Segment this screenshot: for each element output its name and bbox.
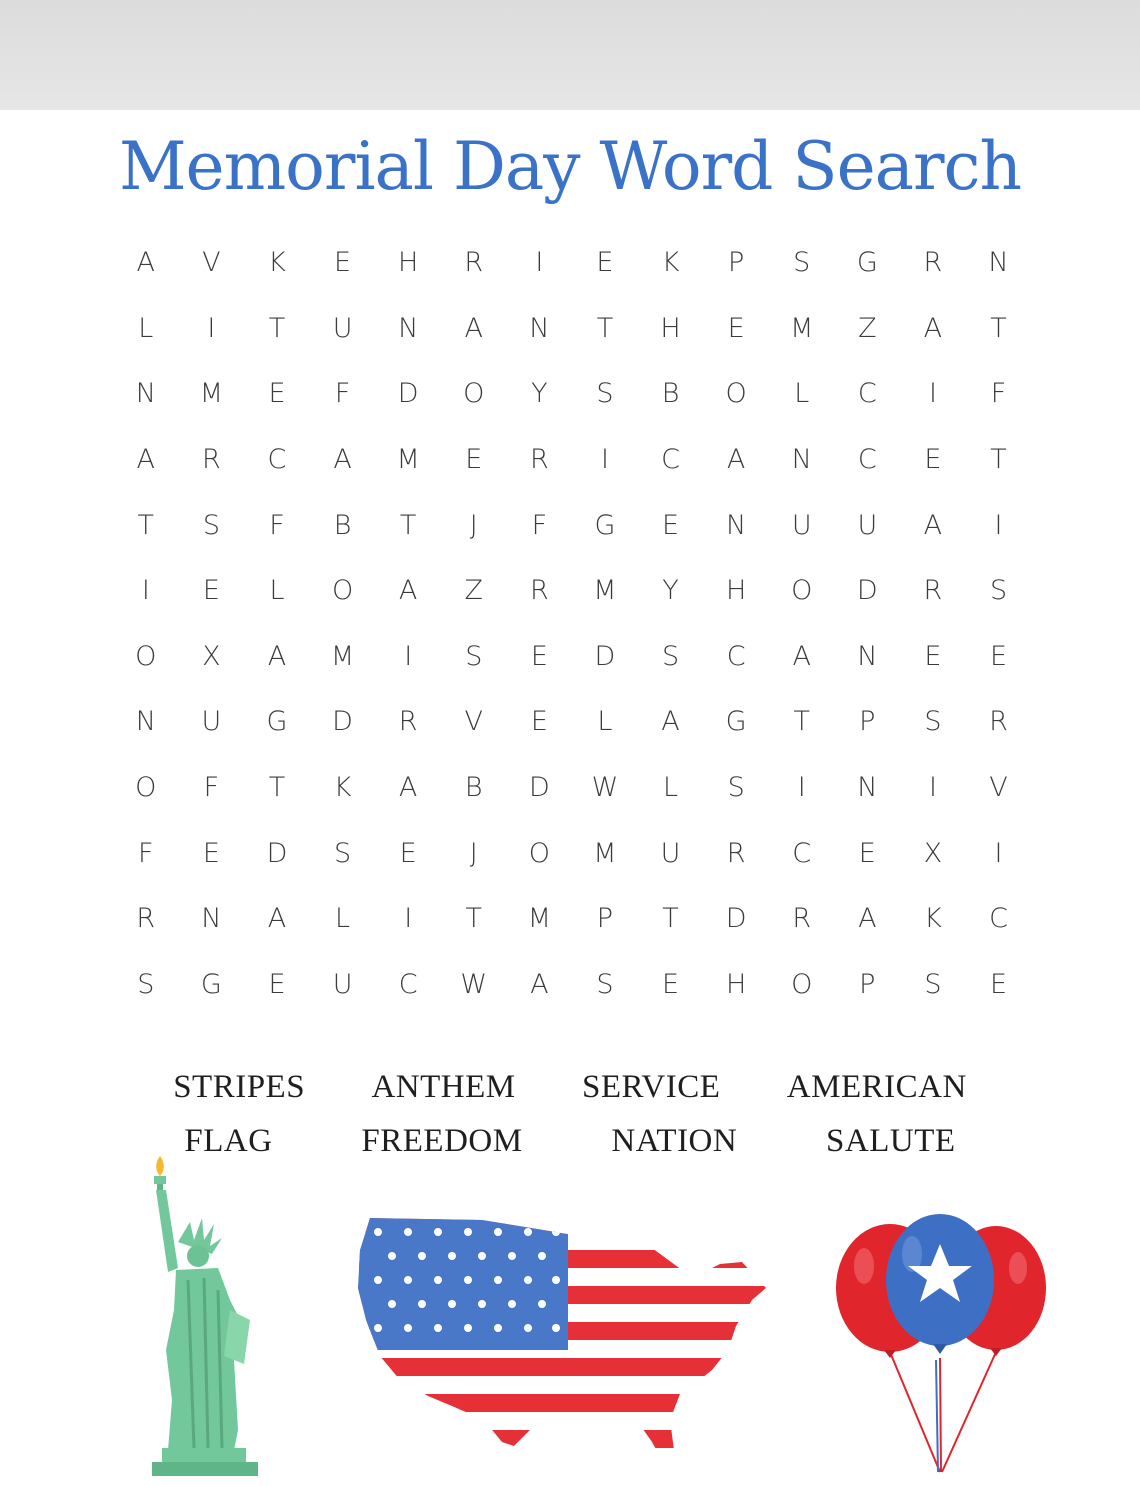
grid-letter: A xyxy=(136,444,156,476)
grid-letter: I xyxy=(928,772,937,804)
grid-letter: A xyxy=(464,312,483,344)
grid-letter: T xyxy=(268,312,286,344)
grid-letter: L xyxy=(269,575,285,607)
grid-letter: E xyxy=(465,444,483,476)
grid-letter: T xyxy=(268,772,286,804)
word-item: AMERICAN xyxy=(786,1068,967,1105)
grid-letter: S xyxy=(202,509,220,541)
grid-letter: I xyxy=(928,378,937,410)
grid-letter: R xyxy=(792,903,812,935)
grid-letter: A xyxy=(333,444,352,476)
grid-letter: F xyxy=(531,509,548,541)
grid-letter: S xyxy=(596,378,614,410)
grid-letter: T xyxy=(465,903,483,935)
grid-letter: E xyxy=(399,837,417,869)
grid-letter: R xyxy=(398,706,418,738)
grid-letter: X xyxy=(202,640,221,672)
grid-letter: N xyxy=(398,312,419,344)
grid-letter: J xyxy=(469,837,478,869)
grid-letter: C xyxy=(267,444,287,476)
grid-letter: P xyxy=(859,706,876,738)
grid-letter: A xyxy=(530,968,549,1000)
grid-letter: L xyxy=(794,378,810,410)
grid-letter: E xyxy=(989,968,1008,1000)
grid-letter: O xyxy=(135,640,157,672)
grid-letter: M xyxy=(593,575,617,607)
grid-letter: N xyxy=(201,903,222,935)
word-item: ANTHEM xyxy=(371,1068,516,1105)
grid-letter: T xyxy=(662,903,679,935)
grid-letter: R xyxy=(726,837,746,869)
grid-letter: A xyxy=(267,640,287,672)
grid-letter: A xyxy=(858,903,877,935)
grid-letter: F xyxy=(990,378,1007,410)
grid-letter: F xyxy=(269,509,285,541)
letter-grid xyxy=(113,230,1031,1017)
grid-letter: U xyxy=(660,837,681,869)
grid-letter: J xyxy=(469,509,478,541)
grid-letter: I xyxy=(994,837,1003,869)
grid-letter: M xyxy=(593,837,617,869)
grid-letter: L xyxy=(597,706,613,738)
grid-letter: H xyxy=(398,247,419,279)
grid-letter: A xyxy=(661,706,680,738)
grid-letter: C xyxy=(726,640,746,672)
grid-letter: H xyxy=(660,312,681,344)
grid-letter: E xyxy=(268,968,286,1000)
grid-letter: C xyxy=(661,444,680,476)
grid-letter: I xyxy=(797,772,806,804)
grid-letter: A xyxy=(923,312,943,344)
grid-letter: C xyxy=(398,968,418,1000)
grid-letter: O xyxy=(528,837,550,869)
grid-letter: I xyxy=(994,509,1003,541)
statue-of-liberty-icon xyxy=(138,1150,268,1480)
grid-letter: R xyxy=(202,444,221,476)
grid-letter: Z xyxy=(464,575,484,607)
grid-letter: S xyxy=(137,968,155,1000)
top-band xyxy=(0,0,1140,110)
grid-letter: V xyxy=(464,706,483,738)
grid-letter: E xyxy=(530,640,548,672)
grid-letter: D xyxy=(397,378,419,410)
grid-letter: I xyxy=(141,575,150,607)
grid-letter: T xyxy=(596,312,614,344)
grid-letter: S xyxy=(793,247,811,279)
usa-flag-map-icon xyxy=(352,1210,772,1475)
grid-letter: U xyxy=(332,312,353,344)
word-item: FLAG xyxy=(184,1122,273,1159)
grid-letter: I xyxy=(600,444,609,476)
grid-letter: O xyxy=(791,968,813,1000)
grid-letter: N xyxy=(857,640,878,672)
grid-letter: Y xyxy=(662,575,679,607)
grid-letter: O xyxy=(463,378,485,410)
grid-letter: D xyxy=(856,575,878,607)
grid-letter: A xyxy=(136,247,156,279)
grid-letter: X xyxy=(923,837,943,869)
grid-letter: F xyxy=(334,378,351,410)
grid-letter: R xyxy=(464,247,484,279)
grid-letter: S xyxy=(661,640,680,672)
grid-letter: S xyxy=(465,640,483,672)
grid-letter: E xyxy=(858,837,876,869)
grid-letter: A xyxy=(398,772,418,804)
grid-letter: D xyxy=(528,772,550,804)
grid-letter: G xyxy=(856,247,878,279)
grid-letter: R xyxy=(529,444,549,476)
grid-letter: D xyxy=(594,640,616,672)
grid-letter: B xyxy=(464,772,483,804)
grid-letter: M xyxy=(396,444,420,476)
grid-letter: R xyxy=(136,903,156,935)
grid-letter: S xyxy=(596,968,614,1000)
grid-letter: E xyxy=(596,247,614,279)
grid-letter: A xyxy=(792,640,811,672)
word-item: FREEDOM xyxy=(361,1122,523,1159)
grid-letter: N xyxy=(529,312,550,344)
grid-letter: N xyxy=(791,444,812,476)
grid-letter: R xyxy=(923,247,943,279)
grid-letter: O xyxy=(791,575,813,607)
grid-letter: A xyxy=(398,575,418,607)
grid-letter: N xyxy=(135,706,156,738)
grid-letter: E xyxy=(202,837,220,869)
grid-letter: S xyxy=(727,772,745,804)
grid-letter: I xyxy=(404,903,413,935)
grid-letter: I xyxy=(207,312,216,344)
grid-letter: R xyxy=(923,575,943,607)
grid-letter: U xyxy=(857,509,878,541)
grid-letter: L xyxy=(335,903,351,935)
grid-letter: N xyxy=(857,772,878,804)
grid-letter: Y xyxy=(531,378,548,410)
grid-letter: V xyxy=(989,772,1008,804)
grid-letter: T xyxy=(990,444,1007,476)
grid-letter: S xyxy=(989,575,1008,607)
grid-letter: I xyxy=(535,247,544,279)
word-row xyxy=(140,1114,1000,1168)
grid-letter: F xyxy=(138,837,154,869)
grid-letter: T xyxy=(793,706,810,738)
word-item: STRIPES xyxy=(173,1068,306,1105)
grid-letter: I xyxy=(404,640,413,672)
grid-letter: B xyxy=(333,509,352,541)
grid-letter: K xyxy=(924,903,942,935)
grid-letter: P xyxy=(727,247,745,279)
grid-letter: T xyxy=(399,509,417,541)
grid-letter: E xyxy=(530,706,548,738)
grid-letter: K xyxy=(333,772,352,804)
grid-letter: E xyxy=(334,247,352,279)
grid-letter: F xyxy=(203,772,220,804)
grid-letter: E xyxy=(662,968,680,1000)
grid-letter: C xyxy=(857,444,877,476)
grid-letter: P xyxy=(859,968,876,1000)
grid-letter: M xyxy=(330,640,355,672)
word-item: SERVICE xyxy=(582,1068,721,1105)
grid-letter: W xyxy=(460,968,488,1000)
balloons-icon xyxy=(832,1210,1052,1478)
grid-letter: K xyxy=(661,247,680,279)
grid-letter: H xyxy=(725,575,747,607)
grid-letter: D xyxy=(266,837,288,869)
grid-letter: L xyxy=(138,312,154,344)
grid-letter: C xyxy=(989,903,1008,935)
grid-letter: M xyxy=(199,378,224,410)
grid-letter: D xyxy=(725,903,747,935)
grid-letter: A xyxy=(923,509,943,541)
grid-letter: E xyxy=(268,378,286,410)
grid-letter: M xyxy=(790,312,814,344)
grid-letter: U xyxy=(201,706,222,738)
page-title: Memorial Day Word Search xyxy=(118,128,1022,205)
grid-letter: N xyxy=(988,247,1009,279)
grid-letter: H xyxy=(725,968,747,1000)
grid-letter: K xyxy=(268,247,286,279)
word-item: NATION xyxy=(611,1122,738,1159)
grid-letter: S xyxy=(334,837,352,869)
grid-letter: S xyxy=(924,706,942,738)
grid-letter: G xyxy=(594,509,616,541)
grid-letter: C xyxy=(857,378,877,410)
grid-letter: E xyxy=(662,509,680,541)
grid-letter: T xyxy=(137,509,155,541)
grid-letter: G xyxy=(266,706,288,738)
grid-letter: L xyxy=(663,772,679,804)
grid-letter: Z xyxy=(858,312,877,344)
grid-letter: E xyxy=(989,640,1008,672)
grid-letter: N xyxy=(135,378,156,410)
grid-letter: U xyxy=(791,509,812,541)
grid-letter: R xyxy=(989,706,1008,738)
grid-letter: R xyxy=(529,575,549,607)
grid-letter: P xyxy=(596,903,614,935)
grid-letter: D xyxy=(332,706,353,738)
grid-letter: O xyxy=(135,772,157,804)
grid-letter: S xyxy=(924,968,942,1000)
grid-letter: M xyxy=(527,903,551,935)
grid-letter: G xyxy=(200,968,222,1000)
word-row xyxy=(140,1060,1000,1114)
grid-letter: W xyxy=(591,772,619,804)
grid-letter: A xyxy=(726,444,746,476)
grid-letter: E xyxy=(924,444,942,476)
grid-letter: V xyxy=(202,247,221,279)
grid-letter: E xyxy=(202,575,220,607)
grid-letter: U xyxy=(332,968,353,1000)
grid-letter: E xyxy=(727,312,745,344)
grid-letter: T xyxy=(990,312,1007,344)
grid-letter: O xyxy=(725,378,747,410)
grid-letter: G xyxy=(725,706,747,738)
grid-letter: E xyxy=(924,640,942,672)
word-list xyxy=(140,1060,1000,1168)
grid-letter: A xyxy=(267,903,287,935)
word-item: SALUTE xyxy=(826,1122,956,1159)
grid-letter: C xyxy=(792,837,812,869)
grid-letter: N xyxy=(726,509,747,541)
grid-letter: O xyxy=(331,575,354,607)
grid-letter: B xyxy=(661,378,680,410)
